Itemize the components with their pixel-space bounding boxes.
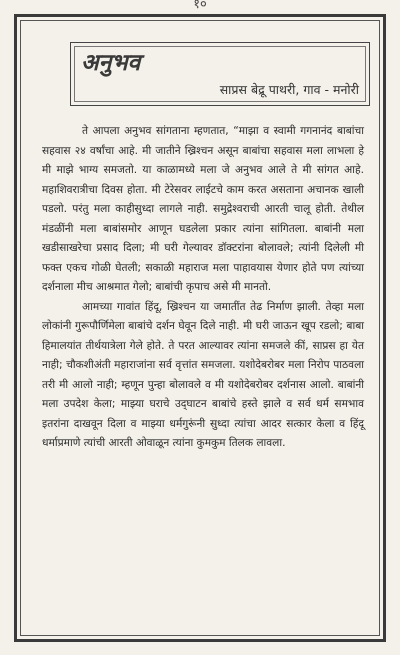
article-byline: साप्रस बेद्रू पाथरी, गाव - मनोरी [219, 82, 359, 97]
article-title: अनुभव [81, 49, 141, 76]
article-body [42, 122, 364, 454]
paragraph: आमच्या गावांत हिंदू, ख्रिश्चन या जमातींत तेढ निर्माण झाली. तेव्हा मला लोकांनी गुरूपौर्णिमेला बाबांचे दर्शन घेवून दिले नाही. मी घरी जाऊन खूप रडलो; बाबा हिमालयांत तीर्थयात्रेला गेले होते. ते परत आल्यावर त्यांना समजले कीं, साप्रस हा येत नाही; चौकशीअंती महाराजांना सर्व वृत्तांत समजला. यशोदेबरोबर मला निरोप पाठवला तरी मी आलो नाही; म्हणून पुन्हा बोलावले व मी यशोदेबरोबर दर्शनास आलो. बाबांनी मला उपदेश केला; माझ्या घराचे उद्‌घाटन बाबांचे हस्ते झाले व सर्व धर्म समभाव इतरांना दाखवून दिला व माझ्या धर्मगुरूंनी सुध्दा त्यांचा आदर सत्कार केला व हिंदू धर्माप्रमाणे त्यांची आरती ओवाळून त्यांना कुमकुम तिलक लावला. [42, 300, 364, 449]
paragraph: ते आपला अनुभव सांगताना म्हणतात, “माझा व स्वामी गगनानंद बाबांचा सहवास २४ वर्षांचा आहे. मी जातीने ख्रिश्चन असून बाबांचा सहवास मला लाभला हे मी माझे भाग्य समजतो. या काळामध्ये मला जे अनुभव आले ते मी सांगत आहे. महाशिवरात्रीचा दिवस होता. मी टेरेसवर लाईटचे काम करत असताना अचानक खाली पडलो. परंतु मला काहीसुध्दा लागले नाही. समुद्रेश्वराची आरती चालू होती. तेथील मंडळींनी मला बाबांसमोर आणून घडलेला प्रकार त्यांना सांगितला. बाबांनी मला खडीसाखरेचा प्रसाद दिला; मी घरी गेल्यावर डॉक्टरांना बोलावले; त्यांनी दिलेली मी फक्त एकच गोळी घेतली; सकाळी महाराज मला पाहावयास येणार होते पण त्यांच्या दर्शनाला मीच आश्रमात गेलो; बाबांची कृपाच असे मी मानतो. [42, 125, 364, 293]
page-number: १० [193, 0, 207, 12]
title-box [70, 42, 370, 106]
